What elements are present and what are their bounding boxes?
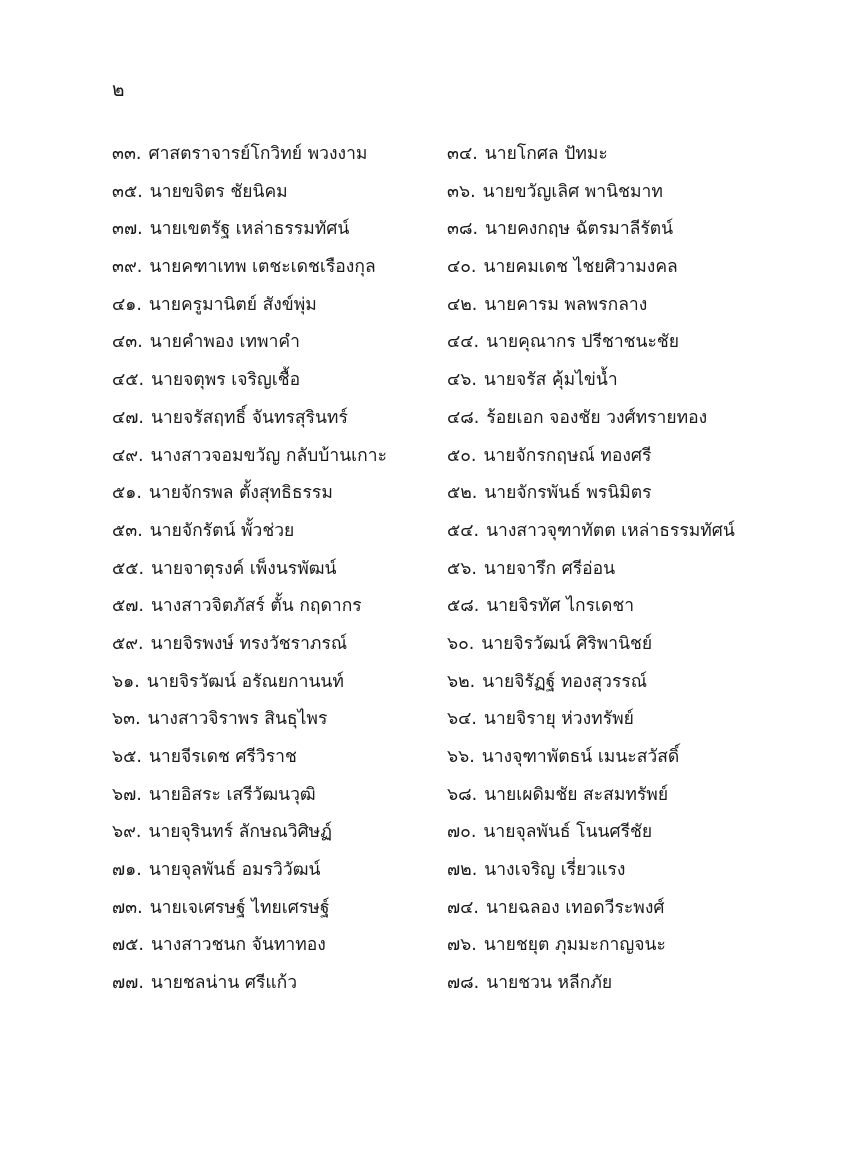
member-name: นายจักรพล ตั้งสุทธิธรรม [148,483,333,504]
list-item [112,931,326,959]
item-number: ๗๑. [112,860,142,881]
list-row [112,592,732,630]
list-row [112,253,732,291]
list-item [112,479,333,507]
list-item [112,366,300,394]
member-name: นายชลน่าน ศรีแก้ว [150,973,298,994]
list-item [112,781,316,809]
list-item [447,178,663,206]
member-name: นายเจเศรษฐ์ ไทยเศรษฐ์ [149,897,330,918]
item-number: ๕๙. [112,633,144,654]
item-number: ๕๒. [447,483,478,504]
list-item [112,291,317,319]
list-row [112,818,732,856]
list-item [447,743,679,771]
member-name: นายฉลอง เทอดวีระพงศ์ [485,897,665,918]
item-number: ๕๗. [112,596,144,617]
list-row [112,291,732,329]
member-name: นายจิรัฏฐ์ ทองสุวรรณ์ [482,671,648,692]
member-name: นายเผดิมชัย สะสมทรัพย์ [484,784,669,805]
item-number: ๔๙. [112,445,144,466]
list-item [112,668,344,696]
member-name: นายขวัญเลิศ พานิชมาท [482,181,663,202]
item-number: ๓๕. [112,181,143,202]
list-item [112,592,362,620]
member-name: ร้อยเอก จองชัย วงศ์ทรายทอง [486,407,708,428]
item-number: ๗๗. [112,973,144,994]
list-row [112,668,732,706]
list-item [112,743,297,771]
list-item [447,818,652,846]
list-item [112,705,327,733]
list-row [112,555,732,593]
list-item [447,969,612,997]
list-item [447,404,707,432]
item-number: ๔๘. [447,407,480,428]
list-item [447,555,615,583]
member-name: นายขจิตร ชัยนิคม [149,181,288,202]
item-number: ๖๑. [112,671,140,692]
item-number: ๕๖. [447,558,477,579]
member-name: นายจักรกฤษณ์ ทองศรี [483,445,652,466]
item-number: ๔๓. [112,332,143,353]
member-name: นายจิรวัฒน์ ศิริพานิชย์ [481,633,653,654]
member-name: นายชยุต ภุมมะกาญจนะ [483,935,666,956]
member-name: นางสาวจอมขวัญ กลับบ้านเกาะ [150,445,387,466]
list-item [112,253,376,281]
list-item [112,178,288,206]
member-name: นายจิรพงษ์ ทรงวัชราภรณ์ [150,633,348,654]
item-number: ๖๗. [112,784,142,805]
member-name: นายโกศล ปัทมะ [484,144,608,164]
item-number: ๖๕. [112,747,142,767]
list-row [112,781,732,819]
list-row [112,140,732,178]
member-name: นางสาวชนก จันทาทอง [150,935,326,956]
item-number: ๔๐. [447,257,477,278]
list-item [112,630,347,658]
item-number: ๔๔. [447,332,480,353]
member-name: นายคมเดช ไชยศิวามงคล [483,257,678,278]
member-name: นางสาวจิราพร สินธุไพร [147,709,328,730]
item-number: ๓๓. [112,144,142,164]
item-number: ๔๖. [447,370,477,391]
member-name: นายชวน หลีกภัย [486,973,613,994]
list-row [112,931,732,969]
member-name: นายคงกฤษ ฉัตรมาลีรัตน์ [485,219,674,240]
list-row [112,442,732,480]
item-number: ๖๒. [447,671,476,692]
list-item [447,366,618,394]
item-number: ๔๒. [447,294,478,315]
list-item [447,592,634,620]
list-row [112,328,732,366]
list-item [112,894,329,922]
item-number: ๖๓. [112,709,141,730]
list-item [112,555,337,583]
item-number: ๓๔. [447,144,478,164]
list-item [112,856,320,884]
item-number: ๕๘. [447,596,480,617]
member-name: นายคารม พลพรกลาง [484,294,648,315]
item-number: ๔๕. [112,370,145,391]
list-item [447,630,652,658]
member-name: นายจิรายุ ห่วงทรัพย์ [483,709,634,730]
member-name: นายจีรเดช ศรีวิราช [148,747,297,767]
list-row [112,479,732,517]
member-name: นายจักรัตน์ พั้วช่วย [149,520,295,541]
list-row [112,894,732,932]
list-row [112,178,732,216]
list-item [112,818,332,846]
list-row [112,404,732,442]
item-number: ๖๘. [447,784,478,805]
list-item [112,442,387,470]
item-number: ๗๒. [447,860,478,881]
list-item [112,328,300,356]
item-number: ๗๓. [112,897,143,918]
list-item [447,856,625,884]
list-item [112,517,294,545]
item-number: ๗๖. [447,935,477,956]
list-item [447,215,673,243]
member-name: นายจารึก ศรีอ่อน [483,558,616,579]
list-row [112,366,732,404]
item-number: ๕๕. [112,558,145,579]
member-name: นายจักรพันธ์ พรนิมิตร [484,483,652,504]
list-row [112,969,732,1007]
list-item [112,969,297,997]
member-name: นายจาตุรงค์ เพ็งนรพัฒน์ [151,558,337,579]
list-item [447,668,647,696]
list-item [447,442,651,470]
page-number: ๒ [112,79,125,101]
item-number: ๗๔. [447,897,479,918]
item-number: ๗๐. [447,822,477,843]
member-name: นายจตุพร เจริญเชื้อ [151,370,301,391]
member-name: นายจุรินทร์ ลักษณวิศิษฏ์ [148,822,332,843]
member-name: นายคฑาเทพ เตชะเดชเรืองกุล [149,257,376,278]
member-name: ศาสตราจารย์โกวิทย์ พวงงาม [148,144,368,164]
list-item [112,404,348,432]
member-name: นายจุลพันธ์ โนนศรีชัย [483,822,653,843]
member-name: นางสาวจุฑาทัตต เหล่าธรรมทัศน์ [486,520,735,541]
list-item [447,328,679,356]
item-number: ๗๘. [447,973,480,994]
member-name: นายครูมานิตย์ สังข์พุ่ม [148,294,317,315]
member-name: นางจุฑาพัตธน์ เมนะสวัสดิ์ [481,747,680,767]
member-name: นายจรัส คุ้มไข่น้ำ [483,370,618,391]
item-number: ๓๘. [447,219,479,240]
item-number: ๖๔. [447,709,477,730]
member-name: นายคุณากร ปรีชาชนะชัย [486,332,680,353]
item-number: ๕๐. [447,445,477,466]
item-number: ๕๓. [112,520,143,541]
list-item [447,253,678,281]
list-item [447,705,634,733]
member-name: นายจุลพันธ์ อมรวิวัฒน์ [148,860,321,881]
list-item [447,140,608,168]
list-item [112,215,349,243]
item-number: ๔๑. [112,294,142,315]
member-name: นางสาวจิตภัสร์ ตั้น กฤดากร [150,596,362,617]
item-number: ๓๖. [447,181,476,202]
member-name: นายจิรทัศ ไกรเดชา [486,596,635,617]
item-number: ๖๙. [112,822,142,843]
member-name: นางเจริญ เรี่ยวแรง [484,860,626,881]
item-number: ๓๗. [112,219,143,240]
list-row [112,743,732,781]
list-row [112,215,732,253]
item-number: ๖๐. [447,633,475,654]
member-name: นายจิรวัฒน์ อรัณยกานนท์ [146,671,344,692]
list-row [112,705,732,743]
list-item [447,894,664,922]
member-name: นายจรัสฤทธิ์ จันทรสุรินทร์ [150,407,348,428]
list-item [447,781,668,809]
item-number: ๕๑. [112,483,142,504]
item-number: ๔๗. [112,407,144,428]
list-item [447,931,666,959]
item-number: ๖๖. [447,747,475,767]
item-number: ๗๕. [112,935,144,956]
list-row [112,630,732,668]
list-row [112,856,732,894]
list-item [112,140,367,168]
member-name: นายคำพอง เทพาคำ [149,332,300,353]
list-item [447,291,647,319]
member-name-list [112,140,735,1007]
member-name: นายเขตรัฐ เหล่าธรรมทัศน์ [149,219,350,240]
member-name: นายอิสระ เสรีวัฒนวุฒิ [148,784,316,805]
list-item [447,479,652,507]
item-number: ๓๙. [112,257,143,278]
list-row [112,517,735,555]
list-item [447,517,735,545]
item-number: ๕๔. [447,520,480,541]
